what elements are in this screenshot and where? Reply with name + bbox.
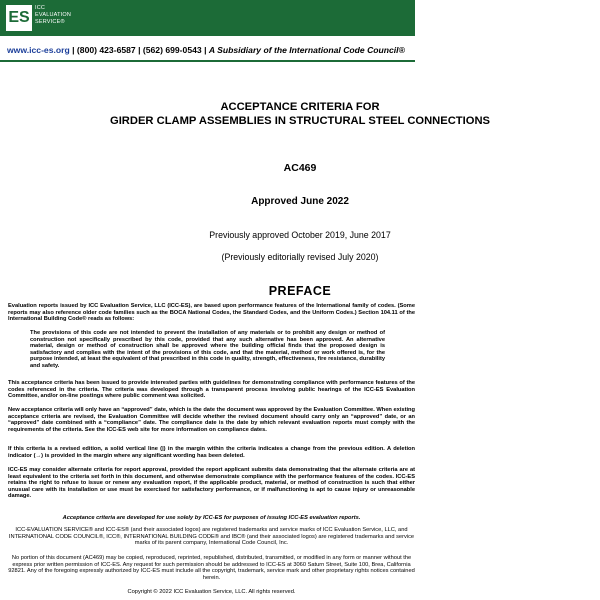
website-link[interactable]: www.icc-es.org <box>7 45 70 55</box>
header-banner <box>0 0 415 36</box>
separator: | <box>204 45 209 55</box>
reproduction-notice: No portion of this document (AC469) may be copied, reproduced, reprinted, republished, distributed, transmitted, or modified in any form or manner without the express prior written permission of ICC-ES. Any request for such permission should be addressed to ICC-ES at 3060 Saturn Street, Suite 100, Brea, California 92821. Any of the foregoing expressly authorized by ICC-ES must include all the copyright, trademark, service mark and other proprietary rights notices contained herein. <box>8 555 415 581</box>
logo-line: SERVICE® <box>35 19 65 25</box>
editorial-revision: (Previously editorially revised July 2020) <box>221 252 379 262</box>
usage-note: Acceptance criteria are developed for use solely by ICC-ES for purposes of issuing ICC-ES evaluation reports. <box>62 515 361 521</box>
approved-date: Approved June 2022 <box>251 196 349 207</box>
criteria-code: AC469 <box>283 162 317 174</box>
icc-es-logo: ES <box>6 5 32 31</box>
preface-paragraph: Evaluation reports issued by ICC Evaluation Service, LLC (ICC-ES), are based upon performance features of the International family of codes. (Some reports may also reference older code families such as the BOCA National Codes, the Standard Codes, and the Uniform Codes.) Section 104.11 of the International Building Code® reads as follows: <box>8 303 415 323</box>
preface-paragraph: ICC-ES may consider alternate criteria for report approval, provided the report applicant submits data demonstrating that the alternate criteria are at least equivalent to the criteria set forth in this document, and otherwise demonstrate compliance with the performance features of the codes. ICC-ES retains the right to refuse to issue or renew any evaluation report, if the applicable product, material, or method of construction is such that either unusual care with its installation or use must be exercised for satisfactory performance, or if malfunctioning is apt to cause injury or unreasonable damage. <box>8 467 415 500</box>
preface-paragraph: New acceptance criteria will only have an “approved” date, which is the date the document was approved by the Evaluation Committee. When existing acceptance criteria are revised, the Evaluation Committee will decide whether the revised document should carry only an “approved” date, or an “approved” date combined with a “compliance” date. The compliance date is the date by which relevant evaluation reports must comply with the requirements of the criteria. See the ICC-ES web site for more information on compliance dates. <box>8 407 415 433</box>
preface-heading: PREFACE <box>268 284 332 298</box>
copyright-notice: Copyright © 2022 ICC Evaluation Service, LLC. All rights reserved. <box>127 589 296 595</box>
logo-line: EVALUATION <box>35 12 72 18</box>
header-divider <box>0 60 415 62</box>
preface-paragraph: If this criteria is a revised edition, a solid vertical line (|) in the margin within the criteria indicates a change from the previous edition. A deletion indicator (→) is provided in the margin where any significant wording has been deleted. <box>8 446 415 459</box>
logo-line: ICC <box>35 5 46 11</box>
contact-line <box>7 45 417 55</box>
separator: | <box>72 45 77 55</box>
title-line: GIRDER CLAMP ASSEMBLIES IN STRUCTURAL STEEL CONNECTIONS <box>110 115 490 127</box>
logo-text <box>35 5 71 26</box>
document-title <box>0 100 600 128</box>
previous-approvals: Previously approved October 2019, June 2017 <box>209 230 391 240</box>
subsidiary-text: A Subsidiary of the International Code Council® <box>208 45 405 55</box>
phone-number: (800) 423-6587 <box>76 45 136 55</box>
separator: | <box>138 45 143 55</box>
trademark-notice: ICC-EVALUATION SERVICE® and ICC-ES® (and their associated logos) are registered trademarks and service marks of ICC Evaluation Service, LLC, and INTERNATIONAL CODE COUNCIL®, ICC®, INTERNATIONAL BUILDING CODE® and IBC® (and their associated logos) are registered trademarks and service marks of its parent company, International Code Council, Inc. <box>8 527 415 547</box>
phone-number: (562) 699-0543 <box>142 45 202 55</box>
code-quote: The provisions of this code are not intended to prevent the installation of any materials or to prohibit any design or method of construction not specifically prescribed by this code, provided that any such alternative has been approved. An alternative material, design or method of construction shall be approved where the building official finds that the proposed design is satisfactory and complies with the intent of the provisions of this code, and that the material, method or work offered is, for the purpose intended, at least the equivalent of that prescribed in this code in quality, strength, effectiveness, fire resistance, durability and safety. <box>30 330 385 369</box>
title-line: ACCEPTANCE CRITERIA FOR <box>220 101 380 113</box>
preface-paragraph: This acceptance criteria has been issued to provide interested parties with guidelines for demonstrating compliance with performance features of the codes referenced in the criteria. The criteria was developed through a transparent process involving public hearings of the ICC-ES Evaluation Committee, and/or on-line postings where public comment was solicited. <box>8 380 415 400</box>
